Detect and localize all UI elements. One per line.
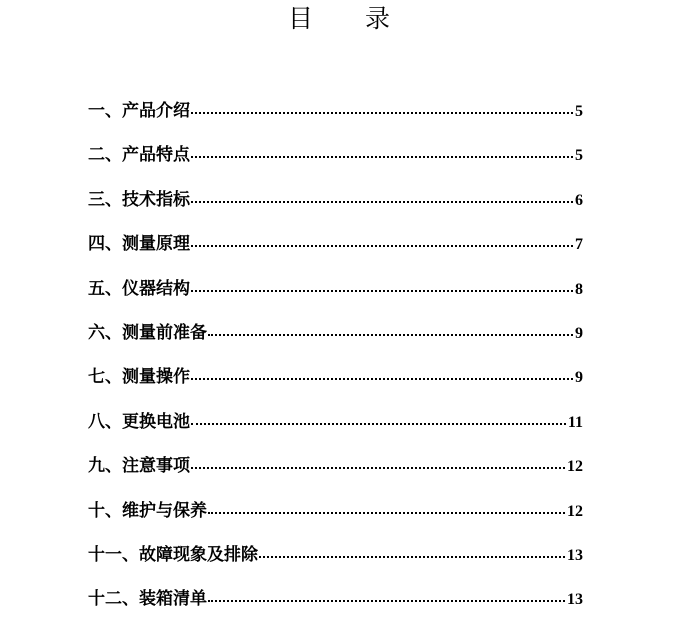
toc-entry-label: 六、测量前准备 [88,322,207,343]
toc-entry-page-number: 5 [575,147,583,165]
toc-entry-page-number: 5 [575,103,583,120]
toc-entry-page-number: 9 [575,324,583,342]
toc-entry-page-number: 8 [575,280,583,298]
dot-leader [191,201,573,203]
toc-entry-page-number: 7 [575,236,583,254]
toc-entry-label: 五、仪器结构 [88,278,190,299]
toc-entry-label: 七、测量操作 [88,367,190,388]
toc-entry-precautions[interactable] [88,453,583,497]
toc-entry-page-number: 12 [567,502,583,520]
toc-entry-packing-list[interactable] [88,586,583,630]
table-of-contents [88,98,583,631]
toc-entry-instrument-structure[interactable] [88,276,583,320]
dot-leader [191,156,573,158]
page-title: 目 录 [288,4,412,33]
toc-entry-label: 十、维护与保养 [88,500,207,521]
toc-entry-troubleshooting[interactable] [88,542,583,586]
dot-leader [191,423,566,425]
toc-entry-page-number: 12 [567,458,583,476]
toc-entry-maintenance[interactable] [88,498,583,542]
dot-leader [208,600,565,602]
toc-entry-page-number: 11 [567,413,583,431]
toc-entry-label: 八、更换电池 [88,411,190,432]
toc-entry-product-intro[interactable] [88,98,583,142]
dot-leader [191,245,573,247]
dot-leader [208,334,573,336]
toc-entry-page-number: 9 [575,369,583,387]
toc-entry-label: 十二、装箱清单 [88,589,207,610]
toc-entry-battery-replacement[interactable] [88,409,583,453]
dot-leader [191,467,565,469]
toc-entry-measurement-operation[interactable] [88,364,583,408]
toc-entry-label: 四、测量原理 [88,234,190,255]
dot-leader [208,512,565,514]
toc-entry-page-number: 13 [567,591,583,609]
dot-leader [191,378,573,380]
toc-entry-measurement-principle[interactable] [88,231,583,275]
toc-entry-label: 三、技术指标 [88,189,190,210]
dot-leader [191,290,573,292]
toc-entry-label: 一、产品介绍 [88,101,190,121]
toc-entry-label: 二、产品特点 [88,145,190,166]
toc-entry-pre-measurement-prep[interactable] [88,320,583,364]
toc-entry-page-number: 13 [567,546,583,564]
toc-entry-label: 十一、故障现象及排除 [88,544,258,565]
toc-entry-product-features[interactable] [88,142,583,186]
toc-entry-specifications[interactable] [88,187,583,231]
toc-entry-page-number: 6 [575,191,583,209]
dot-leader [259,556,565,558]
dot-leader [191,112,573,114]
toc-entry-label: 九、注意事项 [88,456,190,477]
